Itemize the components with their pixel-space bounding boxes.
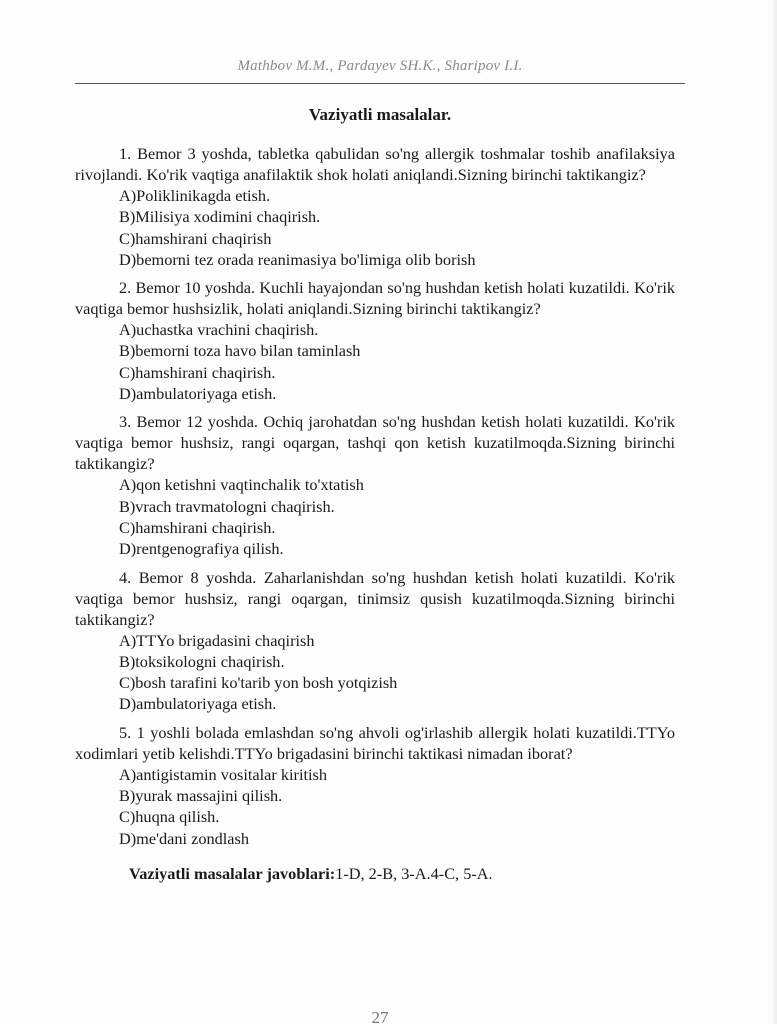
option-c: C)bosh tarafini ko'tarib yon bosh yotqizish [119, 673, 398, 693]
option-a: A)antigistamin vositalar kiritish [119, 764, 328, 784]
option-list [75, 474, 675, 559]
question-text: 1. Bemor 3 yoshda, tabletka qabulidan so'ng allergik toshmalar toshib anafilaksiya rivojlandi. Ko'rik vaqtiga anafilaktik shok holati aniqlandi.Sizning birinchi taktikangiz? [75, 144, 675, 184]
question-5 [75, 722, 675, 849]
option-b: B)vrach travmatologni chaqirish. [119, 496, 335, 516]
option-b: B)yurak massajini qilish. [119, 786, 283, 806]
question-3 [75, 411, 675, 559]
question-1 [75, 143, 675, 270]
question-2 [75, 277, 675, 404]
option-c: C)hamshirani chaqirish. [119, 362, 276, 382]
page-edge-shadow [771, 0, 777, 1024]
option-d: D)ambulatoriyaga etish. [119, 384, 277, 404]
section-title: Vaziyatli masalalar. [308, 105, 452, 124]
option-list [75, 319, 675, 404]
option-d: D)rentgenografiya qilish. [119, 539, 284, 559]
option-b: B)bemorni toza havo bilan taminlash [119, 341, 361, 361]
option-list [75, 630, 675, 715]
option-a: A)qon ketishni vaqtinchalik to'xtatish [119, 475, 364, 495]
question-text: 3. Bemor 12 yoshda. Ochiq jarohatdan so'ng hushdan ketish holati kuzatildi. Ko'rik vaqtiga bemor hushsiz, rangi oqargan, tashqi qon ketish kuzatilmoqda.Sizning birinchi taktikangiz? [75, 412, 675, 474]
answer-key-label: Vaziyatli masalalar javoblari: [129, 863, 336, 883]
option-a: A)Poliklinikagda etish. [119, 186, 271, 205]
option-a: A)TTYo brigadasini chaqirish [119, 630, 315, 650]
page-number: 27 [371, 1008, 389, 1027]
question-text: 4. Bemor 8 yoshda. Zaharlanishdan so'ng hushdan ketish holati kuzatildi. Ko'rik vaqtiga bemor hushsiz, rangi oqargan, tinimsiz qusish kuzatilmoqda.Sizning birinchi taktikangiz? [75, 567, 675, 629]
option-b: B)toksikologni chaqirish. [119, 651, 285, 671]
option-b: B)Milisiya xodimini chaqirish. [119, 207, 321, 227]
answer-key [75, 863, 675, 884]
question-text: 5. 1 yoshli bolada emlashdan so'ng ahvoli og'irlashib allergik holati kuzatildi.TTYo xodimlari yetib kelishdi.TTYo brigadasini birinchi taktikasi nimadan iborat? [75, 722, 675, 763]
question-text: 2. Bemor 10 yoshda. Kuchli hayajondan so'ng hushdan ketish holati kuzatildi. Ko'rik vaqtiga bemor hushsizlik, holati aniqlandi.Sizning birinchi taktikangiz? [75, 278, 675, 319]
answer-key-value: 1-D, 2-B, 3-A.4-C, 5-A. [335, 863, 493, 883]
option-list [75, 185, 675, 270]
header-rule [75, 83, 685, 84]
running-head: Mathbov M.M., Pardayev SH.K., Sharipov I.I. [237, 58, 523, 74]
option-d: D)me'dani zondlash [119, 828, 249, 848]
option-list [75, 764, 675, 849]
option-a: A)uchastka vrachini chaqirish. [119, 320, 319, 340]
option-d: D)ambulatoriyaga etish. [119, 694, 277, 714]
questions-container [75, 143, 675, 884]
question-4 [75, 567, 675, 715]
option-d: D)bemorni tez orada reanimasiya bo'limiga olib borish [119, 249, 476, 269]
option-c: C)huqna qilish. [119, 807, 220, 827]
option-c: C)hamshirani chaqirish [119, 228, 272, 248]
option-c: C)hamshirani chaqirish. [119, 517, 276, 537]
